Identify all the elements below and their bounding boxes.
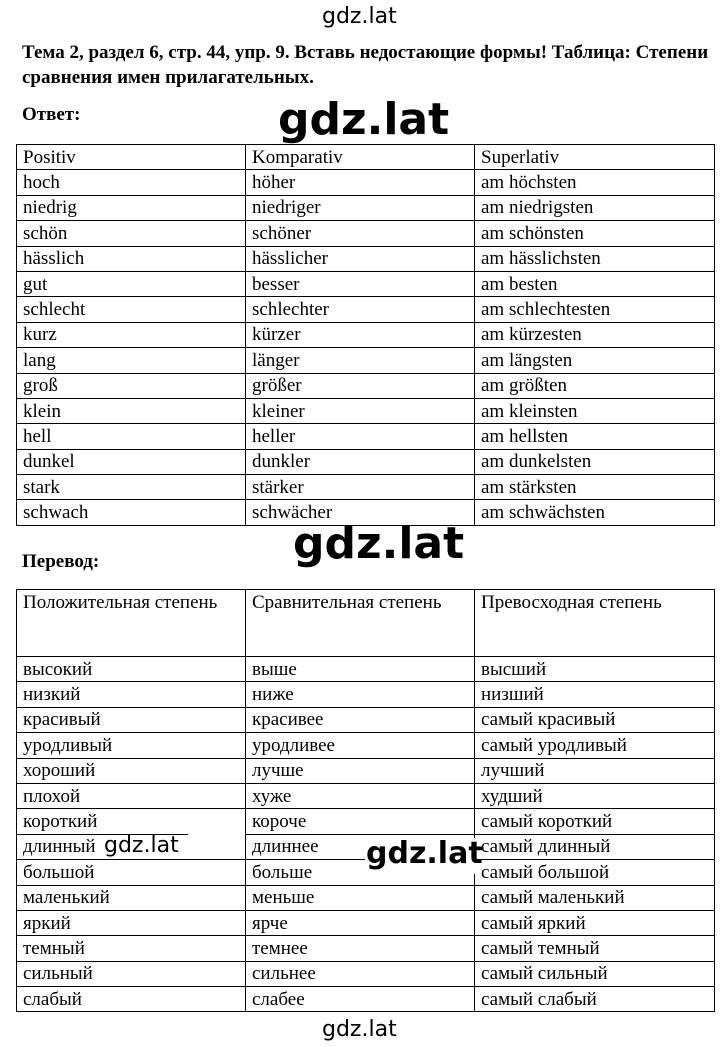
table-cell: klein <box>17 398 246 423</box>
table-row <box>17 424 715 449</box>
table-cell: länger <box>246 348 475 373</box>
table-cell: hässlicher <box>246 246 475 271</box>
table-cell: am kleinsten <box>475 398 715 423</box>
table-cell: am niedrigsten <box>475 195 715 220</box>
table-cell: kleiner <box>246 398 475 423</box>
table-cell: hässlich <box>17 246 246 271</box>
table-cell: самый красивый <box>475 707 715 732</box>
table-cell: schwach <box>17 500 246 525</box>
table-row <box>17 271 715 296</box>
table-row <box>17 885 715 910</box>
watermark-mid-right: gdz.lat <box>366 836 483 871</box>
table-row <box>17 783 715 808</box>
table-row <box>17 936 715 961</box>
table-row <box>17 195 715 220</box>
table-cell: красивый <box>17 707 246 732</box>
table-row <box>17 170 715 195</box>
table-cell: am längsten <box>475 348 715 373</box>
table-cell: heller <box>246 424 475 449</box>
table-row <box>17 910 715 935</box>
column-header: Положительная степень <box>17 590 246 657</box>
table-cell: уродливее <box>246 733 475 758</box>
table-cell: большой <box>17 860 246 885</box>
table-cell: самый темный <box>475 936 715 961</box>
table-cell: самый короткий <box>475 809 715 834</box>
table-cell: самый слабый <box>475 987 715 1012</box>
table-cell: stärker <box>246 475 475 500</box>
table-cell: am größten <box>475 373 715 398</box>
table-cell: niedrig <box>17 195 246 220</box>
table-cell: хороший <box>17 758 246 783</box>
column-header: Superlativ <box>475 145 715 170</box>
table-cell: самый яркий <box>475 910 715 935</box>
table-row <box>17 682 715 707</box>
table-cell: самый длинный <box>475 834 715 859</box>
table-row <box>17 987 715 1012</box>
table-cell: самый маленький <box>475 885 715 910</box>
table-cell: gut <box>17 271 246 296</box>
table-cell: яркий <box>17 910 246 935</box>
table-cell: lang <box>17 348 246 373</box>
table-cell: короткий <box>17 809 246 834</box>
table-row <box>17 449 715 474</box>
table-cell: лучше <box>246 758 475 783</box>
table-cell: сильный <box>17 961 246 986</box>
table-cell: hell <box>17 424 246 449</box>
table-row <box>17 246 715 271</box>
table-cell: am stärksten <box>475 475 715 500</box>
comparison-table-russian <box>16 589 715 1012</box>
table-cell: höher <box>246 170 475 195</box>
watermark-bottom: gdz.lat <box>322 1017 397 1042</box>
table-cell: хуже <box>246 783 475 808</box>
table-cell: stark <box>17 475 246 500</box>
table-cell: меньше <box>246 885 475 910</box>
table-cell: самый сильный <box>475 961 715 986</box>
table-cell: am hässlichsten <box>475 246 715 271</box>
table-row <box>17 475 715 500</box>
table-cell: ярче <box>246 910 475 935</box>
column-header: Сравнительная степень <box>246 590 475 657</box>
table-header-row <box>17 145 715 170</box>
table-cell: groß <box>17 373 246 398</box>
table-row <box>17 348 715 373</box>
watermark-answer: gdz.lat <box>278 94 450 145</box>
table-header-row <box>17 590 715 657</box>
table-cell: am schwächsten <box>475 500 715 525</box>
table-cell: schwächer <box>246 500 475 525</box>
comparison-table-german <box>16 144 715 526</box>
table-cell: самый большой <box>475 860 715 885</box>
table-cell: am schlechtesten <box>475 297 715 322</box>
table-row <box>17 657 715 682</box>
table-cell: am hellsten <box>475 424 715 449</box>
table-row <box>17 758 715 783</box>
table-cell: худший <box>475 783 715 808</box>
table-cell: длиннее <box>246 834 475 859</box>
table-cell: am dunkelsten <box>475 449 715 474</box>
table-cell: schlechter <box>246 297 475 322</box>
table-row <box>17 961 715 986</box>
table-cell: слабый <box>17 987 246 1012</box>
watermark-translation: gdz.lat <box>293 518 465 569</box>
table-cell: am besten <box>475 271 715 296</box>
table-cell: темнее <box>246 936 475 961</box>
table-cell: ниже <box>246 682 475 707</box>
table-cell: маленький <box>17 885 246 910</box>
column-header: Превосходная степень <box>475 590 715 657</box>
column-header: Positiv <box>17 145 246 170</box>
watermark-backdrop-left <box>188 829 245 855</box>
table-cell: самый уродливый <box>475 733 715 758</box>
table-cell: am kürzesten <box>475 322 715 347</box>
table-cell: сильнее <box>246 961 475 986</box>
exercise-heading: Тема 2, раздел 6, стр. 44, упр. 9. Вставь недостающие формы! Таблица: Степени сравнения имен прилагательных. <box>22 42 709 88</box>
table-cell: темный <box>17 936 246 961</box>
table-row <box>17 733 715 758</box>
table-cell: dunkler <box>246 449 475 474</box>
table-cell: niedriger <box>246 195 475 220</box>
table-cell: высокий <box>17 657 246 682</box>
table-cell: низший <box>475 682 715 707</box>
table-cell: am schönsten <box>475 221 715 246</box>
answer-label: Ответ: <box>22 104 81 125</box>
table-cell: длинный <box>17 834 246 859</box>
table-cell: schöner <box>246 221 475 246</box>
table-cell: низкий <box>17 682 246 707</box>
table-row <box>17 297 715 322</box>
table-cell: слабее <box>246 987 475 1012</box>
table-row <box>17 707 715 732</box>
table-cell: größer <box>246 373 475 398</box>
table-cell: плохой <box>17 783 246 808</box>
table-cell: schön <box>17 221 246 246</box>
table-cell: больше <box>246 860 475 885</box>
table-cell: kurz <box>17 322 246 347</box>
watermark-top: gdz.lat <box>322 4 397 29</box>
table-cell: kürzer <box>246 322 475 347</box>
table-row <box>17 398 715 423</box>
table-cell: besser <box>246 271 475 296</box>
translation-label: Перевод: <box>22 551 100 572</box>
table-cell: уродливый <box>17 733 246 758</box>
column-header: Komparativ <box>246 145 475 170</box>
table-cell: dunkel <box>17 449 246 474</box>
watermark-mid-left: gdz.lat <box>104 833 179 858</box>
table-cell: am höchsten <box>475 170 715 195</box>
table-cell: hoch <box>17 170 246 195</box>
table-row <box>17 809 715 834</box>
table-row <box>17 322 715 347</box>
table-cell: высший <box>475 657 715 682</box>
table-cell: выше <box>246 657 475 682</box>
table-row <box>17 373 715 398</box>
table-cell: лучший <box>475 758 715 783</box>
table-cell: красивее <box>246 707 475 732</box>
table-row <box>17 221 715 246</box>
table-cell: короче <box>246 809 475 834</box>
table-cell: schlecht <box>17 297 246 322</box>
